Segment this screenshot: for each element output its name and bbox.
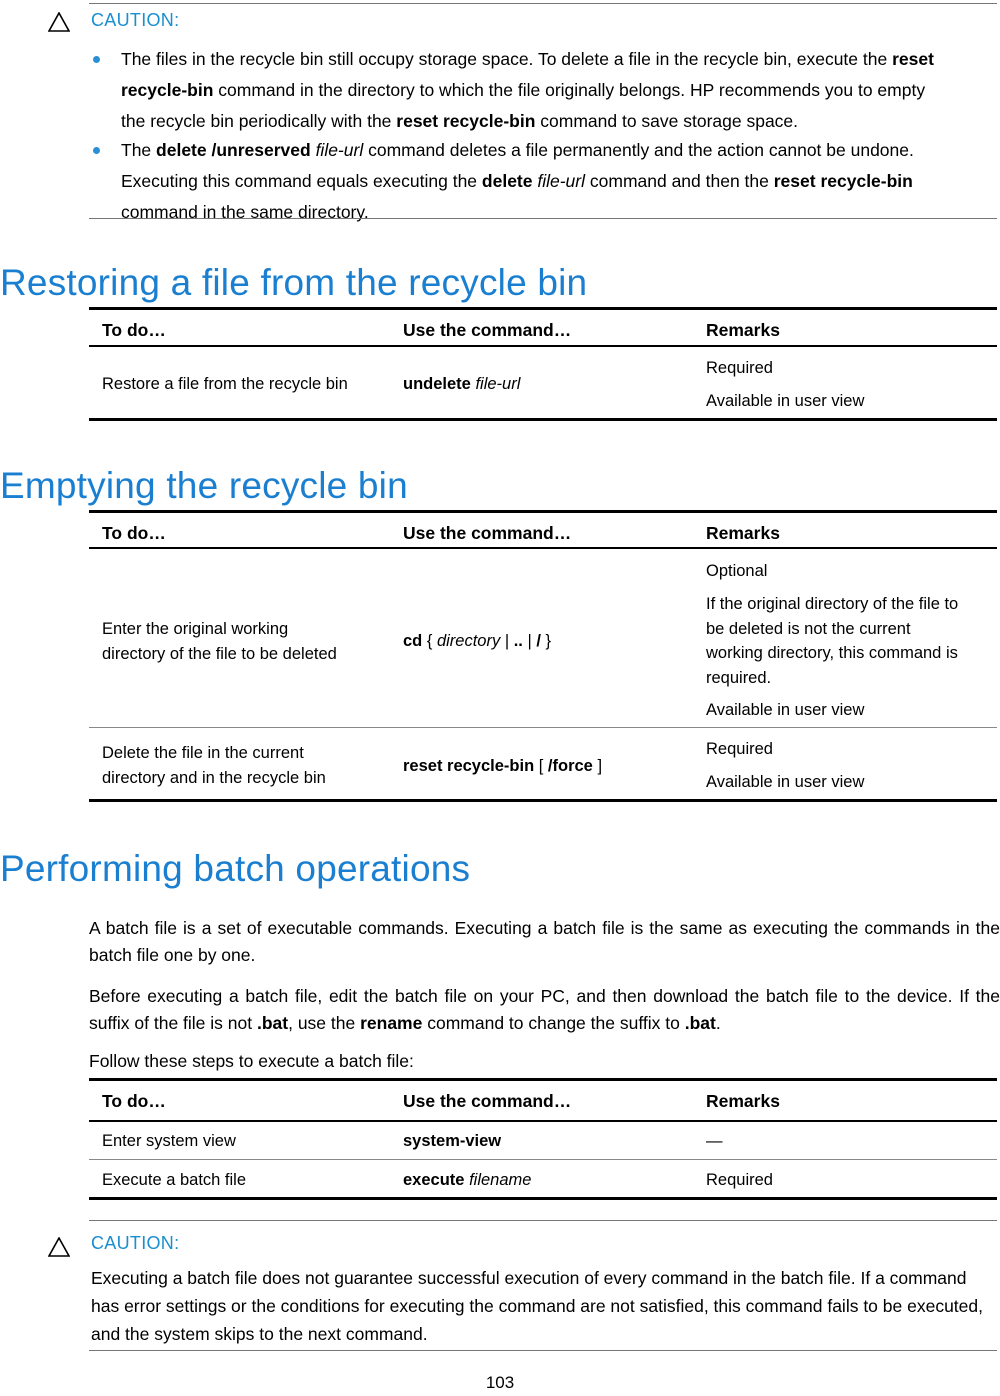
table-bottom-rule <box>89 799 997 802</box>
warning-triangle-icon <box>48 12 70 32</box>
col-header-remarks: Remarks <box>706 1091 780 1111</box>
col-header-command: Use the command… <box>403 320 572 340</box>
col-header-todo: To do… <box>102 320 166 340</box>
table-cell-remark: Optional <box>706 562 768 580</box>
caution-top-rule <box>89 1220 997 1221</box>
table-cell-remark: Required <box>706 740 773 758</box>
section-heading-emptying: Emptying the recycle bin <box>0 465 408 506</box>
table-cell-remark: Required <box>706 359 773 377</box>
table-bottom-rule <box>89 418 997 421</box>
caution-text: Executing a batch file does not guarantee successful execution of every command in the batch file. If a command has error settings or the conditions for executing the command are not satisfied, this command fails to be executed, and the system skips to the next command. <box>91 1268 983 1344</box>
caution-label: CAUTION: <box>91 1233 180 1253</box>
table-cell-todo: Enter the original working directory of the file to be deleted <box>102 620 337 663</box>
caution-label: CAUTION: <box>91 10 180 30</box>
table-top-rule <box>89 307 997 310</box>
bullet-dot <box>93 56 100 63</box>
table-cell-remark: — <box>706 1132 723 1150</box>
caution-bottom-rule <box>89 1350 997 1351</box>
body-paragraph: Before executing a batch file, edit the batch file on your PC, and then download the batch file to the device. If the suffix of the file is not .bat, use the rename command to change the suffix to .bat. <box>89 986 1000 1033</box>
body-paragraph: A batch file is a set of executable commands. Executing a batch file is the same as executing the commands in the batch file one by one. <box>89 918 1000 965</box>
table-bottom-rule <box>89 1197 997 1200</box>
table-cell-remark: If the original directory of the file to be deleted is not the current working directory, this command is required. <box>706 595 959 687</box>
row-divider <box>89 1159 997 1160</box>
row-divider <box>89 727 997 728</box>
col-header-todo: To do… <box>102 1091 166 1111</box>
table-cell-remark: Required <box>706 1171 773 1189</box>
table-cell-command: execute filename <box>403 1171 532 1189</box>
table-cell-remark: Available in user view <box>706 773 865 791</box>
col-header-remarks: Remarks <box>706 523 780 543</box>
section-heading-restoring: Restoring a file from the recycle bin <box>0 262 588 303</box>
col-header-command: Use the command… <box>403 1091 572 1111</box>
table-cell-todo: Restore a file from the recycle bin <box>102 375 348 393</box>
caution-bullet-1: The files in the recycle bin still occupy storage space. To delete a file in the recycle bin, execute the reset recycle-bin command in the directory to which the file originally belongs. HP recommends you to empty the recycle bin periodically with the reset recycle-bin command to save storage space. <box>121 49 934 131</box>
section-heading-batch: Performing batch operations <box>0 848 471 889</box>
col-header-todo: To do… <box>102 523 166 543</box>
table-top-rule <box>89 510 997 513</box>
table-cell-command: cd { directory | .. | / } <box>403 632 552 650</box>
warning-triangle-icon <box>48 1237 70 1257</box>
table-cell-todo: Execute a batch file <box>102 1171 247 1189</box>
table-cell-todo: Delete the file in the current directory and in the recycle bin <box>102 744 326 787</box>
table-cell-command: reset recycle-bin [ /force ] <box>403 757 603 775</box>
caution-bullet-2: The delete /unreserved file-url command deletes a file permanently and the action cannot be undone. Executing this command equals executing the delete file-url command and then the reset recycle-bin command in the same directory. <box>121 140 914 222</box>
header-rule <box>89 345 997 347</box>
header-rule <box>89 1120 997 1122</box>
table-cell-command: system-view <box>403 1132 502 1150</box>
col-header-command: Use the command… <box>403 523 572 543</box>
caution-top-rule <box>89 3 997 4</box>
table-cell-command: undelete file-url <box>403 375 521 393</box>
table-cell-remark: Available in user view <box>706 392 865 410</box>
table-cell-todo: Enter system view <box>102 1132 236 1150</box>
table-cell-remark: Available in user view <box>706 701 865 719</box>
col-header-remarks: Remarks <box>706 320 780 340</box>
bullet-dot <box>93 147 100 154</box>
body-paragraph: Follow these steps to execute a batch file: <box>89 1051 414 1071</box>
table-top-rule <box>89 1078 997 1081</box>
page-number: 103 <box>485 1373 515 1392</box>
header-rule <box>89 547 997 549</box>
caution-bottom-rule <box>89 218 997 219</box>
